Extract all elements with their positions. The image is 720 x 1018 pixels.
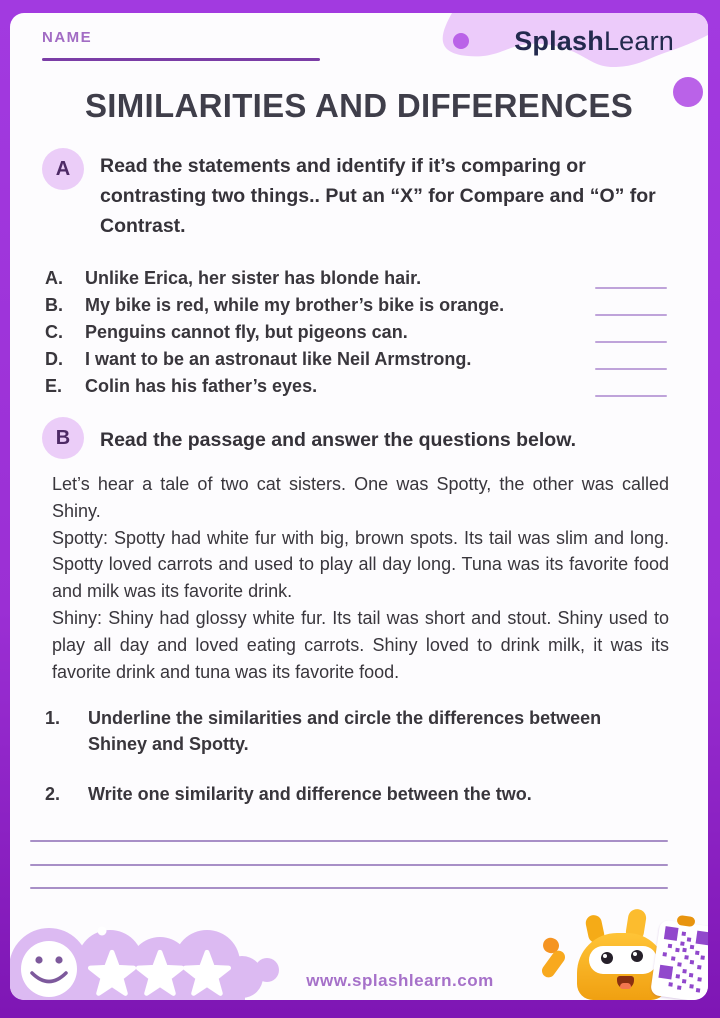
website-link[interactable]: www.splashlearn.com	[306, 971, 494, 990]
statement-text: Penguins cannot fly, but pigeons can.	[85, 322, 408, 342]
statement-row-e	[10, 373, 708, 400]
name-blank-line[interactable]	[42, 58, 320, 61]
statement-row-a	[10, 265, 708, 292]
splashlearn-logo	[514, 26, 674, 57]
question-text: Underline the similarities and circle the differences between Shiney and Spotty.	[88, 708, 602, 754]
answer-writing-line-2[interactable]	[30, 864, 668, 866]
passage	[52, 471, 669, 685]
statement-row-d	[10, 346, 708, 373]
smiley-icon	[21, 941, 77, 997]
mascot-eye-right	[631, 950, 643, 962]
logo-light: Learn	[603, 26, 674, 56]
star-icon	[90, 952, 228, 993]
section-b-badge	[42, 417, 84, 459]
name-label: NAME	[42, 29, 93, 46]
footer-cloud-decoration	[10, 911, 282, 1000]
mascot-tongue	[620, 983, 631, 989]
section-b-instruction: Read the passage and answer the questions below.	[100, 429, 577, 451]
statement-row-b	[10, 292, 708, 319]
section-a-letter: A	[55, 157, 71, 180]
answer-blank-e[interactable]	[595, 395, 667, 397]
passage-paragraph-1: Let’s hear a tale of two cat sisters. One was Spotty, the other was called Shiny.	[52, 474, 669, 521]
question-number: 2.	[45, 784, 61, 804]
question-text: Write one similarity and difference between the two.	[88, 784, 532, 804]
passage-paragraph-2: Spotty: Spotty had white fur with big, brown spots. Its tail was slim and long. Spotty loved carrots and used to play all day long. Tuna was its favorite food and milk was its favorite drink.	[52, 527, 669, 602]
question-2	[10, 781, 663, 807]
section-a-instruction: Read the statements and identify if it’s comparing or contrasting two things.. Put an “X” for Compare and “O” for Contrast.	[100, 155, 656, 237]
statement-letter: A.	[45, 268, 63, 288]
statement-text: My bike is red, while my brother’s bike is orange.	[85, 295, 505, 315]
statement-letter: B.	[45, 295, 63, 315]
worksheet-page	[10, 13, 708, 1000]
statement-letter: E.	[45, 376, 63, 396]
statement-row-c	[10, 319, 708, 346]
statement-text: I want to be an astronaut like Neil Armstrong.	[85, 349, 472, 369]
answer-writing-line-3[interactable]	[30, 887, 668, 889]
section-a-badge	[42, 148, 84, 190]
answer-blank-c[interactable]	[595, 341, 667, 343]
qr-code	[650, 919, 708, 1000]
statement-list	[10, 265, 708, 400]
statement-text: Colin has his father’s eyes.	[85, 376, 318, 396]
decor-white-dot	[98, 927, 107, 936]
answer-writing-line-1[interactable]	[30, 840, 668, 842]
section-b-letter: B	[55, 426, 71, 449]
answer-blank-b[interactable]	[595, 314, 667, 316]
statement-letter: C.	[45, 322, 63, 342]
answer-blank-d[interactable]	[595, 368, 667, 370]
statement-letter: D.	[45, 349, 63, 369]
decor-dot-small	[453, 33, 469, 49]
mascot-face	[589, 946, 657, 974]
mascot	[543, 913, 708, 1000]
logo-bold: Splash	[514, 26, 604, 56]
question-number: 1.	[45, 708, 61, 728]
page-title: SIMILARITIES AND DIFFERENCES	[84, 87, 634, 124]
statement-text: Unlike Erica, her sister has blonde hair.	[85, 268, 422, 288]
question-1	[10, 705, 663, 757]
mascot-eye-left	[601, 952, 613, 964]
answer-blank-a[interactable]	[595, 287, 667, 289]
passage-paragraph-3: Shiny: Shiny had glossy white fur. Its tail was short and stout. Shiny used to play all day and loved eating carrots. Shiny loved to drink milk, it was its favorite drink and tuna was its favorite food.	[52, 607, 669, 682]
mascot-arm	[539, 948, 567, 980]
